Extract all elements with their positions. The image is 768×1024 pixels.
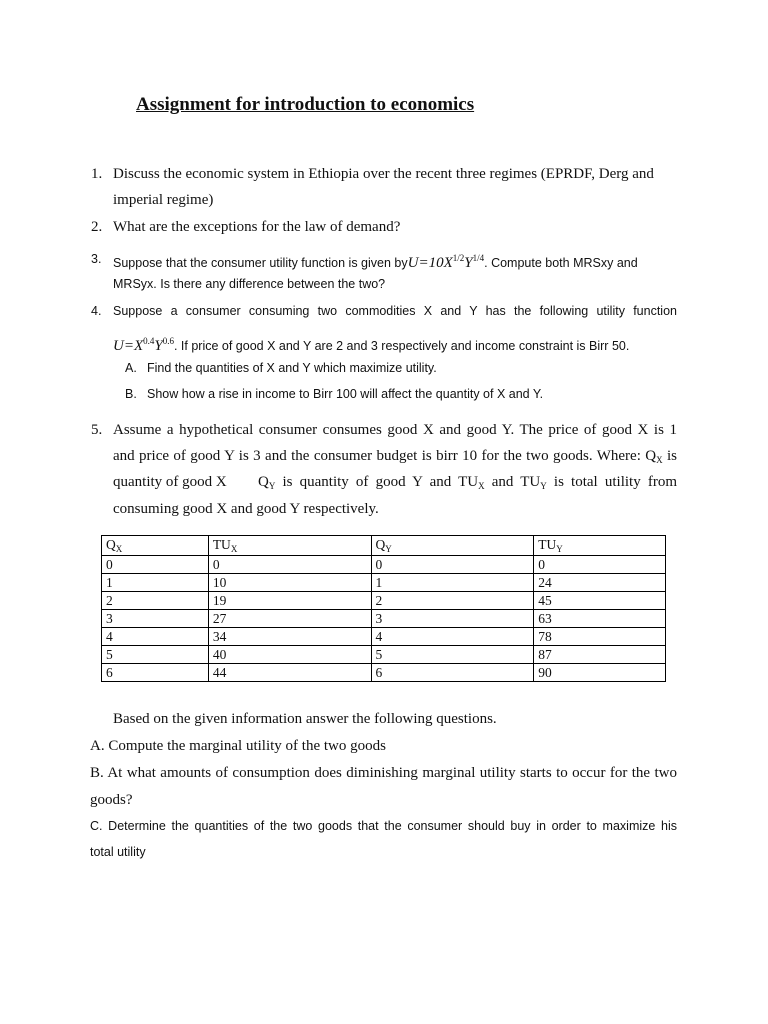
table-cell: 63: [534, 610, 666, 628]
q3-text-line2: MRSyx. Is there any difference between the two?: [113, 277, 386, 291]
utility-table: [101, 535, 666, 682]
table-cell: 3: [102, 610, 209, 628]
q3-text-post: . Compute both MRSxy and: [484, 256, 638, 270]
q4-b-label: B.: [125, 387, 137, 401]
table-cell: 5: [371, 646, 534, 664]
table-cell: 4: [102, 628, 209, 646]
table-cell: 27: [208, 610, 371, 628]
q4-a-text: Find the quantities of X and Y which maximize utility.: [147, 361, 437, 375]
table-cell: 1: [102, 574, 209, 592]
table-cell: 34: [208, 628, 371, 646]
table-cell: 40: [208, 646, 371, 664]
table-cell: 6: [371, 664, 534, 682]
table-cell: 78: [534, 628, 666, 646]
table-row: [102, 610, 666, 628]
table-cell: 45: [534, 592, 666, 610]
q2-number: 2.: [91, 219, 103, 235]
table-cell: 2: [102, 592, 209, 610]
table-cell: 5: [102, 646, 209, 664]
q4-text-line2: [113, 328, 629, 359]
table-header-tux: $TU_X$: [208, 536, 371, 556]
table-cell: 87: [534, 646, 666, 664]
q1-text-line1: Discuss the economic system in Ethiopia over the recent three regimes (EPRDF, Derg and: [113, 166, 654, 182]
question-a: A. Compute the marginal utility of the two goods: [90, 738, 386, 754]
table-cell: 0: [102, 556, 209, 574]
question-b-line1: B. At what amounts of consumption does diminishing marginal utility starts to occur for the two: [90, 765, 677, 781]
q5-text-line3a: quantity of good X: [113, 474, 227, 490]
q1-number: 1.: [91, 166, 103, 182]
q4-text-post: . If price of good X and Y are 2 and 3 respectively and income constraint is Birr 50.: [173, 339, 630, 353]
table-cell: 19: [208, 592, 371, 610]
question-c-line1: C. Determine the quantities of the two goods that the consumer should buy in order to maximize his: [90, 819, 677, 833]
q4-text-line1: Suppose a consumer consuming two commodities X and Y has the following utility function: [113, 304, 677, 318]
table-row: [102, 628, 666, 646]
q3-text-pre: Suppose that the consumer utility function is given by: [113, 256, 408, 270]
q4-b-text: Show how a rise in income to Birr 100 will affect the quantity of X and Y.: [147, 387, 544, 401]
table-header-row: [102, 536, 666, 556]
q3-text-line1: [113, 243, 638, 278]
q5-number: 5.: [91, 422, 103, 438]
table-cell: 0: [208, 556, 371, 574]
q5-text-line1: Assume a hypothetical consumer consumes good X and good Y. The price of good X is 1: [113, 422, 677, 438]
table-cell: 1: [371, 574, 534, 592]
table-row: [102, 646, 666, 664]
q4-number: 4.: [91, 304, 102, 318]
table-header-qy: $Q_Y$: [371, 536, 534, 556]
table-cell: 0: [371, 556, 534, 574]
table-cell: 90: [534, 664, 666, 682]
page-title: Assignment for introduction to economics: [136, 94, 475, 115]
table-row: [102, 574, 666, 592]
table-cell: 4: [371, 628, 534, 646]
q5-text-line2: and price of good Y is 3 and the consumer budget is birr 10 for the two goods. Where: $Q_X$ is: [113, 448, 677, 465]
table-row: [102, 664, 666, 682]
table-row: [102, 592, 666, 610]
table-cell: 6: [102, 664, 209, 682]
q3-number: 3.: [91, 252, 102, 266]
q5-text-line4: consuming good X and good Y respectively.: [113, 501, 379, 517]
table-header-qx: $Q_X$: [102, 536, 209, 556]
questions-intro: Based on the given information answer the following questions.: [113, 711, 497, 727]
table-cell: 3: [371, 610, 534, 628]
table-header-tuy: $TU_Y$: [534, 536, 666, 556]
q1-text-line2: imperial regime): [113, 192, 214, 208]
q4-a-label: A.: [125, 361, 137, 375]
q4-formula: $U=X^{0.4}Y^{0.6}$: [113, 336, 174, 354]
table-cell: 24: [534, 574, 666, 592]
q3-formula: $U=10X^{1/2}Y^{1/4}$: [407, 253, 485, 271]
q5-text-line3b: $Q_Y$ is quantity of good Y and $TU_X$ and $TU_Y$ is total utility from: [258, 474, 677, 491]
table-cell: 0: [534, 556, 666, 574]
table-cell: 2: [371, 592, 534, 610]
q2-text: What are the exceptions for the law of demand?: [113, 219, 401, 235]
table-cell: 10: [208, 574, 371, 592]
question-b-line2: goods?: [90, 792, 133, 808]
table-cell: 44: [208, 664, 371, 682]
question-c-line2: total utility: [90, 845, 146, 859]
table-row: [102, 556, 666, 574]
